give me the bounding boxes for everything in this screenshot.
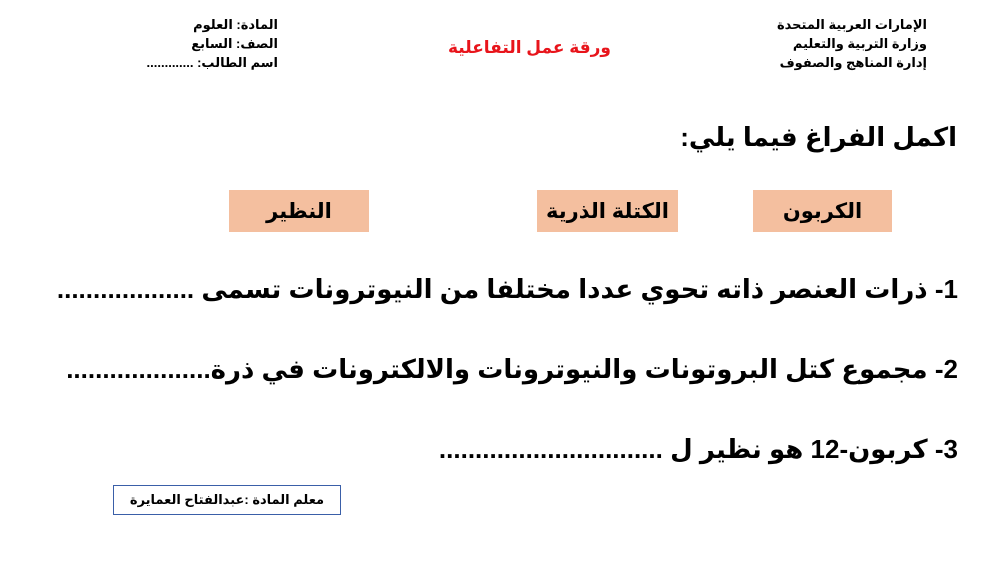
word-bank-item[interactable]: النظير [229, 190, 369, 232]
worksheet-title: ورقة عمل التفاعلية [448, 38, 611, 57]
header-ministry [777, 15, 927, 72]
header-line: إدارة المناهج والصفوف [779, 55, 927, 70]
question-1[interactable]: 1- ذرات العنصر ذاته تحوي عددا مختلفا من النيوترونات تسمى ................... [56, 274, 958, 304]
instruction: اكمل الفراغ فيما يلي: [680, 122, 957, 152]
student-name-line: اسم الطالب: ............. [146, 55, 278, 70]
question-2[interactable]: 2- مجموع كتل البروتونات والنيوترونات والالكترونات في ذرة.................... [66, 354, 958, 384]
word-bank-item[interactable]: الكربون [753, 190, 892, 232]
header-subject [147, 15, 278, 72]
teacher-name-box: معلم المادة :عبدالفتاح العمايرة [113, 485, 341, 515]
grade-line: الصف: السابع [191, 36, 278, 51]
word-bank-item[interactable]: الكتلة الذرية [537, 190, 678, 232]
subject-line: المادة: العلوم [193, 17, 278, 32]
header-line: الإمارات العربية المتحدة [776, 17, 927, 32]
header-line: وزارة التربية والتعليم [792, 36, 927, 51]
question-3[interactable]: 3- كربون-12 هو نظير ل ............................... [438, 434, 958, 464]
